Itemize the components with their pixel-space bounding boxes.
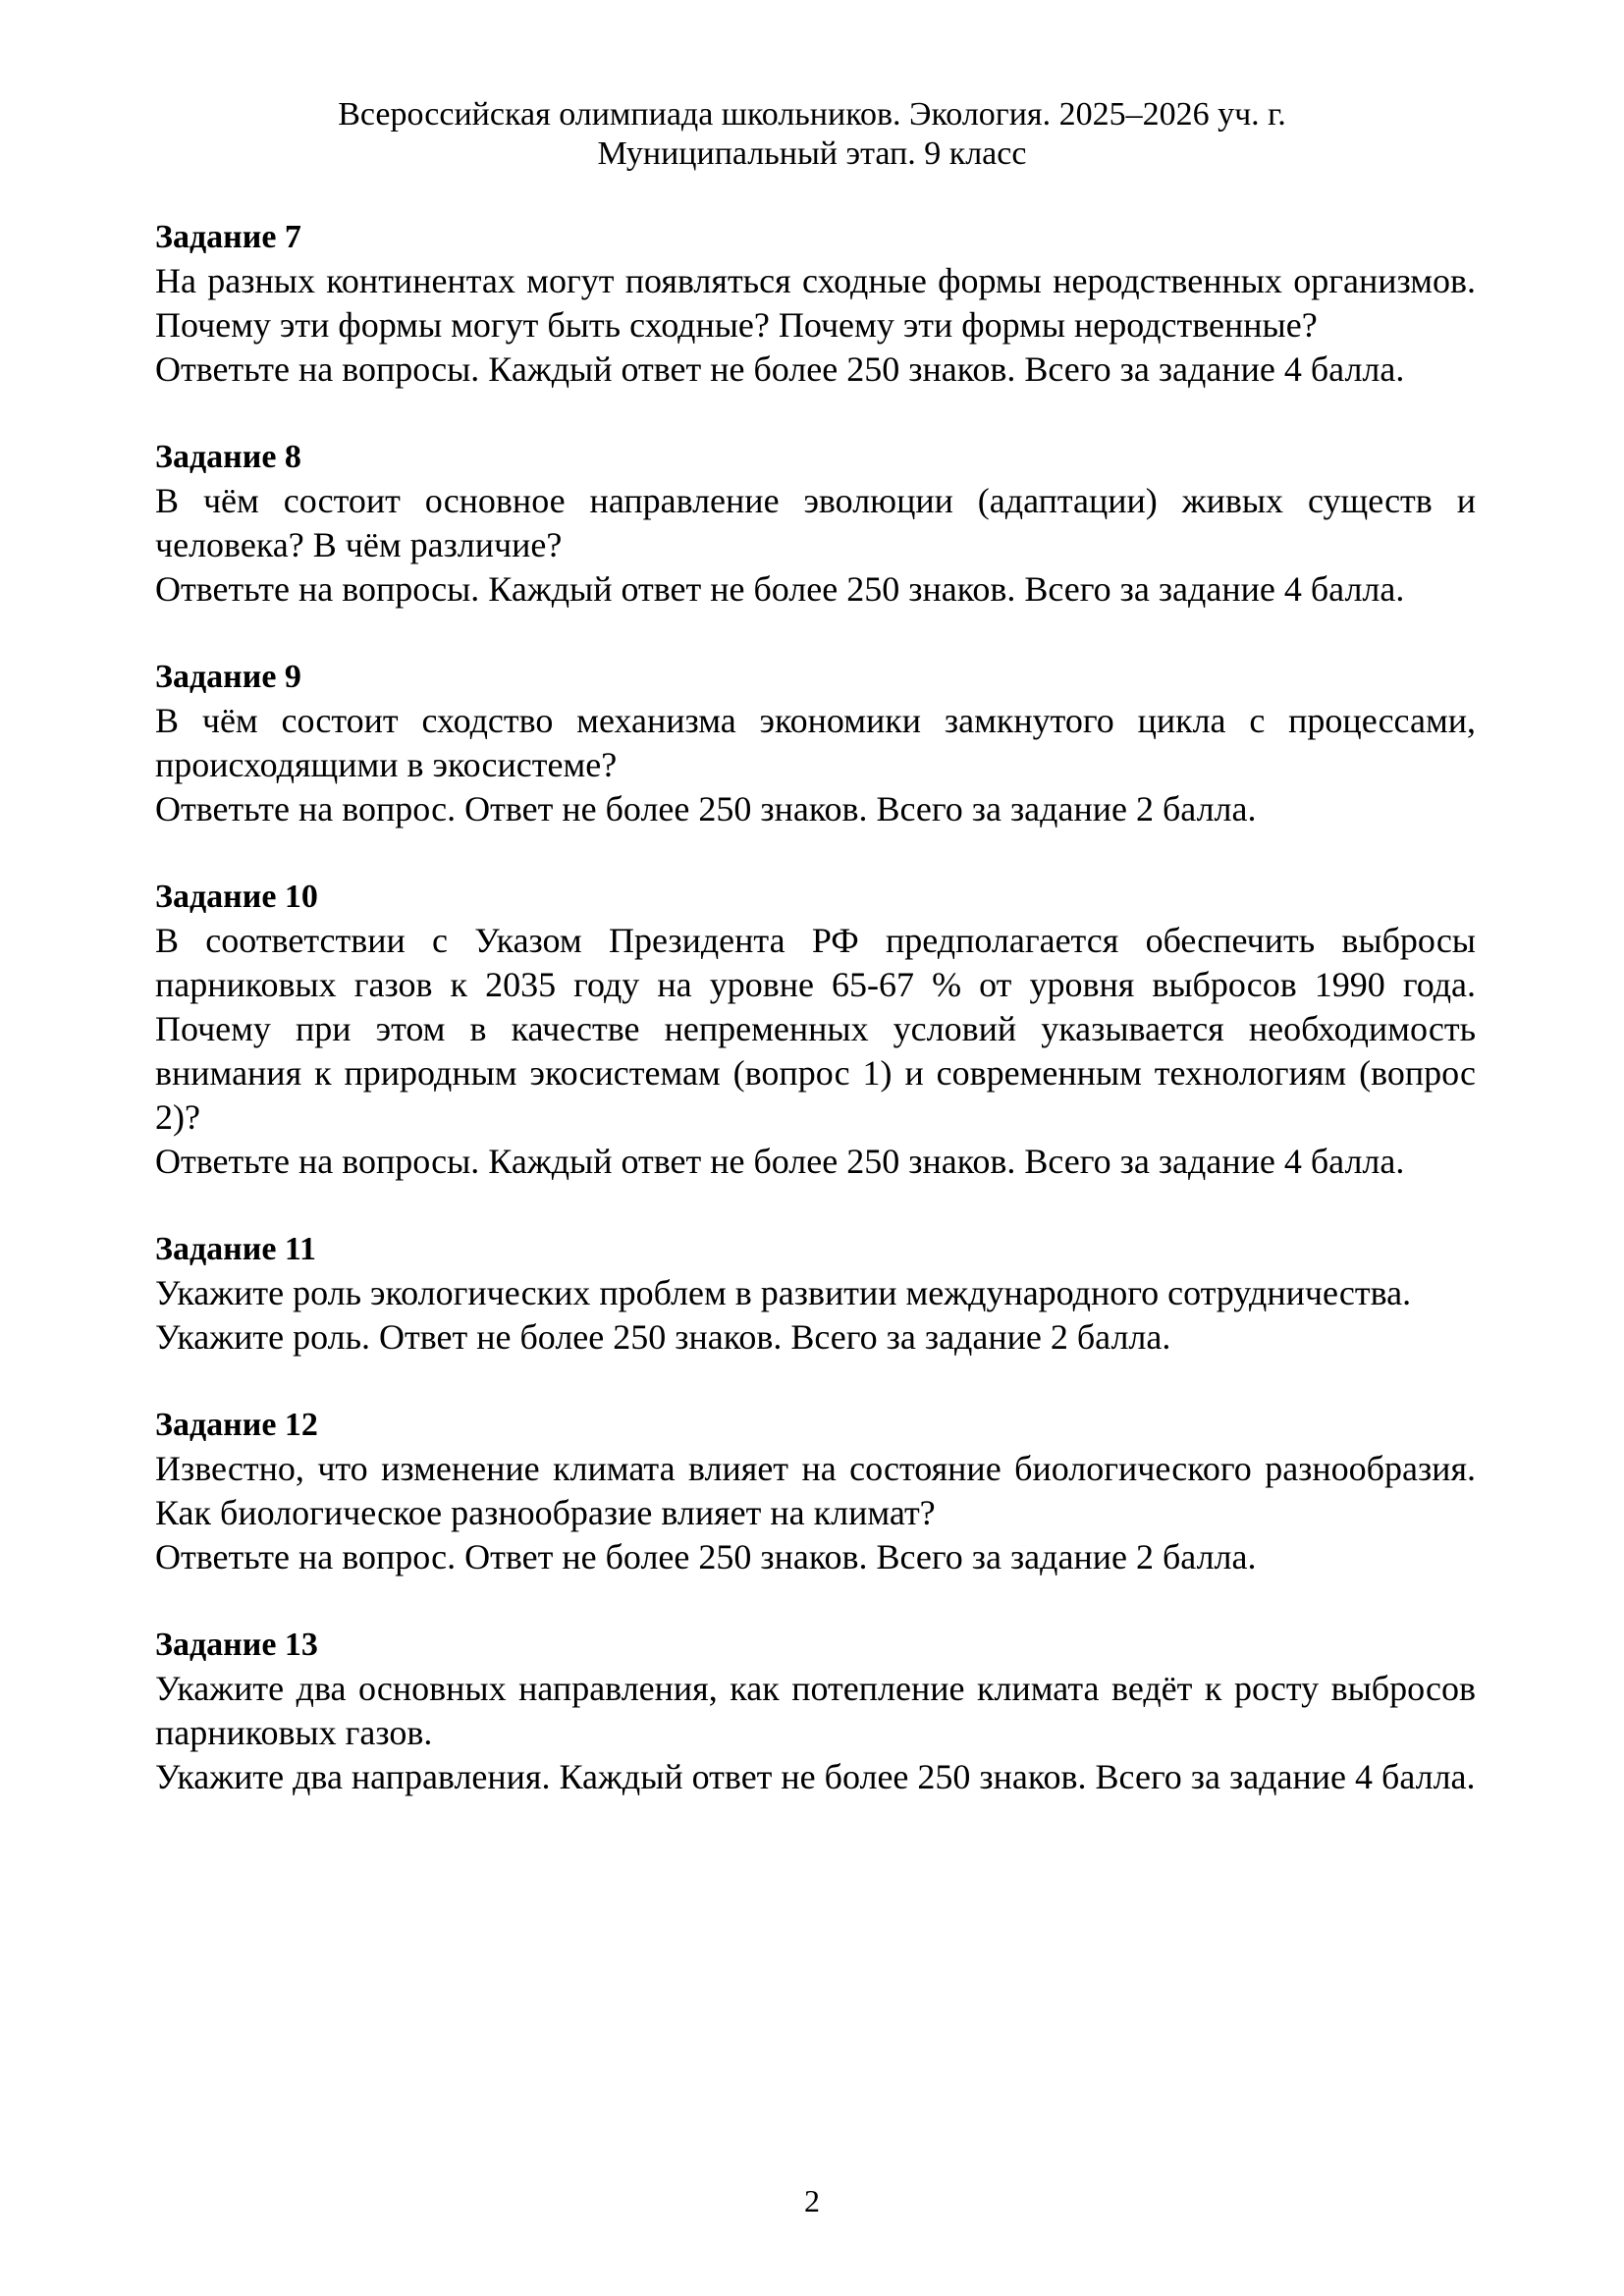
task-instruction: Укажите два направления. Каждый ответ не более 250 знаков. Всего за задание 4 балла. [155, 1757, 1476, 1796]
task-title: Задание 9 [155, 659, 301, 695]
task-13 [155, 1623, 1476, 1799]
task-title: Задание 11 [155, 1231, 317, 1267]
task-instruction: Ответьте на вопросы. Каждый ответ не более 250 знаков. Всего за задание 4 балла. [155, 1142, 1405, 1181]
task-instruction: Ответьте на вопросы. Каждый ответ не более 250 знаков. Всего за задание 4 балла. [155, 569, 1405, 609]
task-12 [155, 1403, 1476, 1579]
task-instruction: Ответьте на вопрос. Ответ не более 250 знаков. Всего за задание 2 балла. [155, 789, 1257, 828]
task-question: Укажите два основных направления, как потепление климата ведёт к росту выбросов парниковых газов. [155, 1669, 1476, 1752]
task-11 [155, 1227, 1476, 1360]
tasks-list [155, 215, 1476, 1842]
task-title: Задание 13 [155, 1627, 318, 1663]
task-question: В чём состоит сходство механизма экономики замкнутого цикла с процессами, происходящими в экосистеме? [155, 701, 1476, 784]
task-question: Укажите роль экологических проблем в развитии международного сотрудничества. [155, 1273, 1412, 1312]
task-title: Задание 10 [155, 879, 318, 915]
task-question: На разных континентах могут появляться сходные формы неродственных организмов. Почему эти формы могут быть сходные? Почему эти формы неродственные? [155, 261, 1476, 345]
task-title: Задание 12 [155, 1407, 318, 1443]
task-instruction: Укажите роль. Ответ не более 250 знаков. Всего за задание 2 балла. [155, 1317, 1171, 1357]
task-10 [155, 875, 1476, 1184]
task-7 [155, 215, 1476, 392]
task-question: Известно, что изменение климата влияет на состояние биологического разнообразия. Как биологическое разнообразие влияет на климат? [155, 1449, 1476, 1532]
task-instruction: Ответьте на вопрос. Ответ не более 250 знаков. Всего за задание 2 балла. [155, 1537, 1257, 1576]
header-subtitle: Муниципальный этап. 9 класс [597, 135, 1027, 172]
task-instruction: Ответьте на вопросы. Каждый ответ не более 250 знаков. Всего за задание 4 балла. [155, 349, 1405, 389]
task-9 [155, 655, 1476, 831]
page-number: 2 [804, 2183, 820, 2218]
task-title: Задание 7 [155, 219, 301, 255]
task-question: В чём состоит основное направление эволюции (адаптации) живых существ и человека? В чём различие? [155, 481, 1476, 564]
task-question: В соответствии с Указом Президента РФ предполагается обеспечить выбросы парниковых газов к 2035 году на уровне 65-67 % от уровня выбросов 1990 года. Почему при этом в качестве непременных условий указывается необходимость внимания к природным экосистемам (вопрос 1) и современным технологиям (вопрос 2)? [155, 921, 1476, 1137]
header-title: Всероссийская олимпиада школьников. Экология. 2025–2026 уч. г. [338, 96, 1286, 133]
task-title: Задание 8 [155, 439, 301, 475]
task-8 [155, 435, 1476, 612]
